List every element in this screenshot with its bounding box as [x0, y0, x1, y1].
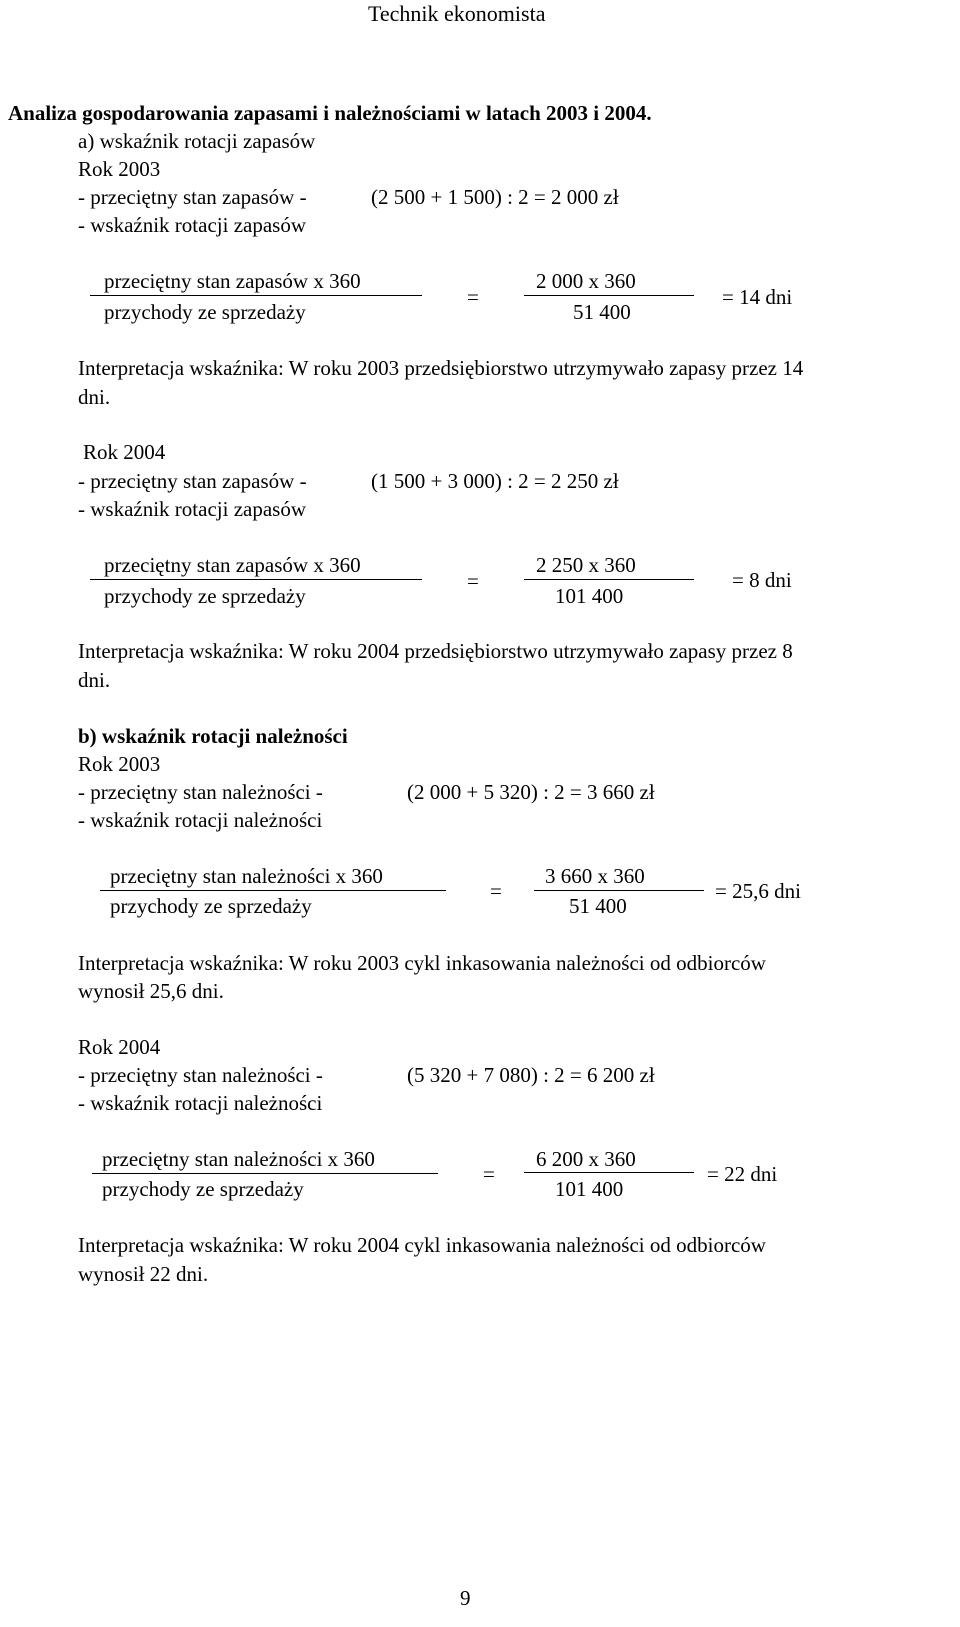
formula-num-value: 2 250 x 360 — [536, 553, 636, 577]
formula-equals: = — [490, 879, 502, 903]
formula-result: = 22 dni — [707, 1162, 778, 1186]
a-2003-avg-label: - przeciętny stan zapasów - — [78, 185, 307, 209]
section-a-heading: a) wskaźnik rotacji zapasów — [78, 129, 316, 153]
formula-denominator: przychody ze sprzedaży — [110, 894, 312, 918]
fraction-bar — [524, 295, 694, 296]
formula-equals: = — [467, 569, 479, 593]
formula-numerator: przeciętny stan zapasów x 360 — [104, 269, 361, 293]
formula-numerator: przeciętny stan należności x 360 — [110, 864, 383, 888]
fraction-bar — [534, 890, 704, 891]
page-number: 9 — [460, 1586, 471, 1610]
b-2003-interpretation-cont: wynosił 25,6 dni. — [78, 979, 224, 1003]
fraction-bar — [524, 579, 694, 580]
formula-equals: = — [483, 1162, 495, 1186]
formula-result: = 8 dni — [732, 568, 792, 592]
formula-den-value: 101 400 — [555, 1177, 624, 1201]
formula-numerator: przeciętny stan zapasów x 360 — [104, 553, 361, 577]
formula-num-value: 6 200 x 360 — [536, 1147, 636, 1171]
b-2003-interpretation: Interpretacja wskaźnika: W roku 2003 cykl inkasowania należności od odbiorców — [78, 951, 766, 975]
a-2003-interpretation-cont: dni. — [78, 385, 111, 409]
fraction-bar — [90, 579, 422, 580]
formula-denominator: przychody ze sprzedaży — [104, 300, 306, 324]
section-b-heading: b) wskaźnik rotacji należności — [78, 724, 348, 748]
formula-denominator: przychody ze sprzedaży — [102, 1177, 304, 1201]
b-2003-year: Rok 2003 — [78, 752, 161, 776]
b-2004-interpretation-cont: wynosił 22 dni. — [78, 1262, 209, 1286]
b-2004-avg-value: (5 320 + 7 080) : 2 = 6 200 zł — [407, 1063, 655, 1087]
fraction-bar — [524, 1172, 694, 1173]
b-2003-avg-label: - przeciętny stan należności - — [78, 780, 323, 804]
b-2004-year: Rok 2004 — [78, 1035, 161, 1059]
page-header: Technik ekonomista — [368, 1, 546, 26]
b-2003-avg-value: (2 000 + 5 320) : 2 = 3 660 zł — [407, 780, 655, 804]
a-2004-avg-label: - przeciętny stan zapasów - — [78, 469, 307, 493]
a-2003-interpretation: Interpretacja wskaźnika: W roku 2003 przedsiębiorstwo utrzymywało zapasy przez 14 — [78, 356, 804, 380]
formula-denominator: przychody ze sprzedaży — [104, 584, 306, 608]
b-2004-ratio-label: - wskaźnik rotacji należności — [78, 1091, 323, 1115]
a-2003-avg-value: (2 500 + 1 500) : 2 = 2 000 zł — [371, 185, 619, 209]
fraction-bar — [92, 1173, 438, 1174]
formula-den-value: 101 400 — [555, 584, 624, 608]
main-title: Analiza gospodarowania zapasami i należnościami w latach 2003 i 2004. — [8, 101, 652, 125]
formula-num-value: 2 000 x 360 — [536, 269, 636, 293]
fraction-bar — [90, 295, 422, 296]
a-2003-year: Rok 2003 — [78, 157, 161, 181]
a-2004-ratio-label: - wskaźnik rotacji zapasów — [78, 497, 306, 521]
a-2004-avg-value: (1 500 + 3 000) : 2 = 2 250 zł — [371, 469, 619, 493]
a-2003-ratio-label: - wskaźnik rotacji zapasów — [78, 213, 306, 237]
a-2004-interpretation: Interpretacja wskaźnika: W roku 2004 przedsiębiorstwo utrzymywało zapasy przez 8 — [78, 639, 793, 663]
formula-equals: = — [467, 285, 479, 309]
formula-result: = 25,6 dni — [715, 879, 801, 903]
b-2003-ratio-label: - wskaźnik rotacji należności — [78, 808, 323, 832]
a-2004-year: Rok 2004 — [83, 440, 166, 464]
formula-numerator: przeciętny stan należności x 360 — [102, 1147, 375, 1171]
b-2004-interpretation: Interpretacja wskaźnika: W roku 2004 cykl inkasowania należności od odbiorców — [78, 1233, 766, 1257]
formula-den-value: 51 400 — [569, 894, 627, 918]
a-2004-interpretation-cont: dni. — [78, 668, 111, 692]
formula-num-value: 3 660 x 360 — [545, 864, 645, 888]
fraction-bar — [100, 890, 446, 891]
formula-den-value: 51 400 — [573, 300, 631, 324]
formula-result: = 14 dni — [722, 285, 793, 309]
b-2004-avg-label: - przeciętny stan należności - — [78, 1063, 323, 1087]
